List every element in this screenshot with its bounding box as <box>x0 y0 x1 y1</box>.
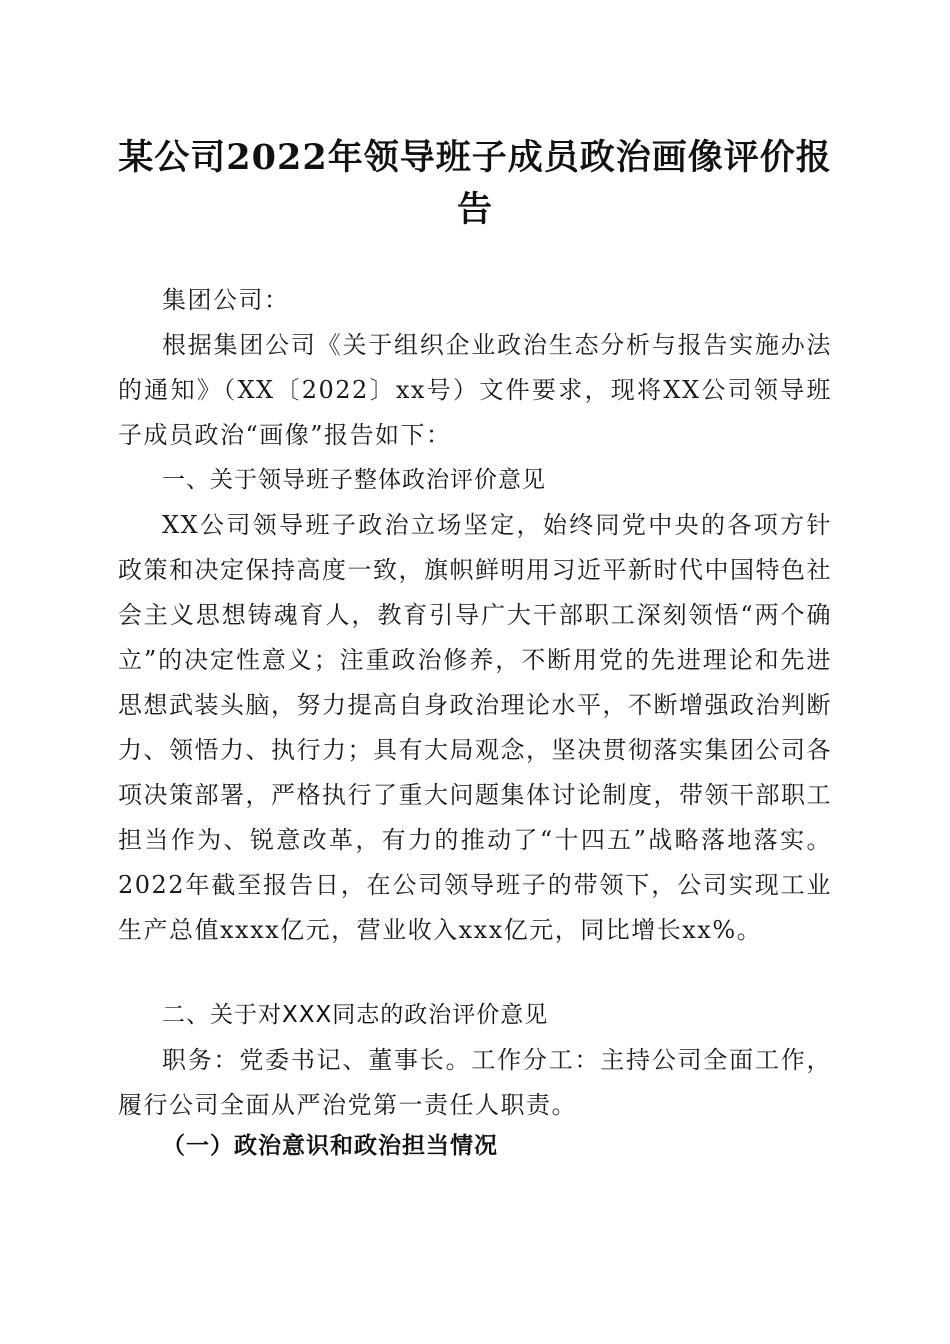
section2-duties: 职务：党委书记、董事长。工作分工：主持公司全面工作，履行公司全面从严治党第一责任人职责。 <box>118 1046 832 1119</box>
section2-heading: 二、关于对XXX同志的政治评价意见 <box>162 1002 549 1028</box>
section1-body: XX公司领导班子政治立场坚定，始终同党中央的各项方针政策和决定保持高度一致，旗帜鲜明用习近平新时代中国特色社会主义思想铸魂育人，教育引导广大干部职工深刻领悟“两个确立”的决定性意义；注重政治修养，不断用党的先进理论和先进思想武装头脑，努力提高自身政治理论水平，不断增强政治判断力、领悟力、执行力；具有大局观念，坚决贯彻落实集团公司各项决策部署，严格执行了重大问题集体讨论制度，带领干部职工担当作为、锐意改革，有力的推动了“十四五”战略落地落实。2022年截至报告日，在公司领导班子的带领下，公司实现工业生产总值xxxx亿元，营业收入xxx亿元，同比增长xx%。 <box>118 511 832 944</box>
intro-paragraph: 根据集团公司《关于组织企业政治生态分析与报告实施办法的通知》（XX〔2022〕xx号）文件要求，现将XX公司领导班子成员政治“画像”报告如下： <box>118 331 832 449</box>
section1-heading: 一、关于领导班子整体政治评价意见 <box>162 467 546 493</box>
document-title: 某公司2022年领导班子成员政治画像评价报告 <box>118 137 832 230</box>
section2-subheading: （一）政治意识和政治担当情况 <box>162 1132 498 1159</box>
salutation: 集团公司： <box>162 286 290 314</box>
